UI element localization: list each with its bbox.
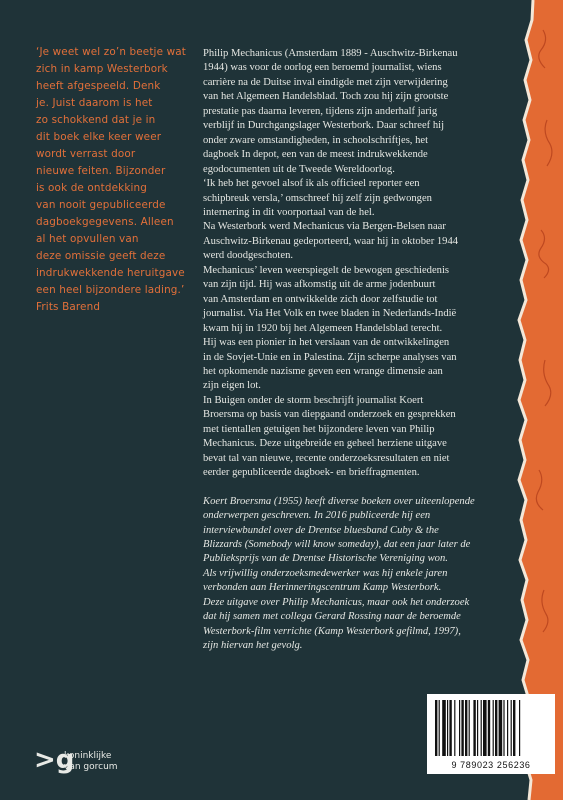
barcode-bar — [495, 700, 497, 756]
blurb-line: het opkomende nazisme geven een wrange dimensie aan — [203, 365, 443, 377]
praise-quote — [36, 44, 194, 316]
quote-line: is ook de ontdekking — [36, 182, 148, 194]
blurb-line: ‘Ik heb het gevoel alsof ik als officieel reporter een — [203, 178, 420, 190]
barcode-bar — [477, 700, 478, 756]
blurb-line: Auschwitz-Birkenau gedeporteerd, waar hij in oktober 1944 — [203, 235, 459, 247]
barcode-bar — [493, 700, 494, 756]
quote-line: een heel bijzondere lading.’ — [36, 284, 185, 296]
publisher-logo — [34, 745, 174, 785]
barcode-bar — [469, 700, 470, 756]
quote-line: al het opvullen van — [36, 233, 139, 245]
quote-line: dit boek elke keer weer — [36, 131, 162, 143]
torn-orange-strip — [503, 0, 563, 800]
barcode-bar — [449, 700, 451, 756]
barcode-bar — [435, 700, 437, 756]
blurb-line: Philip Mechanicus (Amsterdam 1889 - Auschwitz-Birkenau — [203, 48, 458, 59]
blurb-line: egodocumenten uit de Tweede Wereldoorlog. — [203, 163, 395, 175]
blurb-line: kwam hij in 1920 bij het Algemeen Handelsblad terecht. — [203, 322, 443, 334]
blurb-line: van zijn tijd. Hij was afkomstig uit de arme jodenbuurt — [203, 279, 436, 291]
barcode-bar — [459, 700, 460, 756]
publisher-name-line2: van gorcum — [64, 762, 118, 772]
barcode-bar — [473, 700, 475, 756]
bio-line: Publieksprijs van de Drentse Historische Vereniging won. — [203, 553, 448, 565]
blurb-line: onder zware omstandigheden, in schoolschriftjes, het — [203, 134, 429, 146]
isbn-number: 9 789023 256236 — [451, 760, 531, 770]
barcode-bar — [488, 700, 490, 756]
barcode-bar — [481, 700, 482, 756]
quote-line: indrukwekkende heruitgave — [36, 267, 185, 279]
blurb-line: Mechanicus’ leven weerspiegelt de bewogen geschiedenis — [203, 264, 450, 276]
quote-line: ‘Je weet wel zo’n beetje wat — [36, 46, 186, 58]
quote-line: dagboekgegevens. Alleen — [36, 216, 174, 228]
isbn-barcode — [427, 694, 555, 774]
blurb-line: in de Sovjet-Unie en in Palestina. Zijn scherpe analyses van — [203, 351, 457, 363]
barcode-bar — [483, 700, 487, 756]
blurb-line: Mechanicus. Deze uitgebreide en geheel herziene uitgave — [203, 438, 447, 450]
barcode-bar — [499, 700, 503, 756]
blurb-line: carrière na de Duitse inval eindigde met zijn verwijdering — [203, 76, 448, 88]
blurb-line: met tientallen getuigen het bijzondere leven van Philip — [203, 423, 435, 435]
author-bio — [203, 495, 493, 654]
blurb-line: dagboek In depot, een van de meest indrukwekkende — [203, 149, 428, 161]
blurb-line: internering in dit voorportaal van de hel. — [203, 206, 375, 218]
quote-line: zo schokkend dat je in — [36, 114, 156, 126]
bio-line: zijn hiervan het gevolg. — [203, 640, 303, 652]
bio-line: Blizzards (Somebody will know someday), dat een jaar later de — [203, 538, 471, 550]
bio-line: Als vrijwillig onderzoeksmedewerker was hij enkele jaren — [203, 567, 448, 579]
quote-line: je. Juist daarom is het — [36, 97, 153, 109]
barcode-bar — [513, 700, 515, 756]
barcode-bar — [454, 700, 455, 756]
quote-line: wordt verrast door — [36, 148, 136, 160]
blurb-line: Na Westerbork werd Mechanicus via Bergen-Belsen naar — [203, 221, 446, 233]
blurb-line: Hij was een pionier in het verslaan van de ontwikkelingen — [203, 337, 450, 349]
blurb-line: bevat tal van nieuwe, recente onderzoeksresultaten en niet — [203, 452, 450, 464]
barcode-bar — [519, 700, 520, 756]
blurb-line: prestatie pas daarna leveren, tijdens zijn anderhalf jarig — [203, 105, 438, 117]
blurb-text — [203, 47, 493, 654]
barcode-bar — [465, 700, 467, 756]
bio-line: Westerbork-film verrichte (Kamp Westerbork gefilmd, 1997), — [203, 625, 461, 637]
barcode-bar — [439, 700, 440, 756]
bio-line: onderwerpen geschreven. In 2016 publiceerde hij een — [203, 510, 431, 522]
quote-line: van nooit gepubliceerde — [36, 199, 166, 211]
bio-line: Koert Broersma (1955) heeft diverse boeken over uiteenlopende — [203, 495, 475, 507]
blurb-line: werd doodgeschoten. — [203, 250, 294, 262]
bio-line: dat hij samen met collega Gerard Rossing naar de beroemde — [203, 611, 461, 623]
barcode-bar — [503, 700, 504, 756]
publisher-name-line1: koninklijke — [64, 751, 112, 761]
publisher-mark-icon: >g — [34, 745, 75, 775]
barcode-bar — [442, 700, 446, 756]
quote-line: zich in kamp Westerbork — [36, 63, 168, 75]
barcode-bars — [435, 700, 547, 756]
blurb-line: journalist. Via Het Volk en twee bladen in Nederlands-Indië — [203, 308, 457, 320]
quote-line: nieuwe feiten. Bijzonder — [36, 165, 166, 177]
barcode-bar — [507, 700, 508, 756]
bio-line: interviewbundel over de Drentse bluesband Cuby & the — [203, 524, 439, 536]
quote-line: deze omissie geeft deze — [36, 250, 166, 262]
barcode-bar — [511, 700, 512, 756]
barcode-bar — [461, 700, 463, 756]
blurb-line: van het Algemeen Handelsblad. Toch zou hij zijn grootste — [203, 91, 449, 103]
quote-line: heeft afgespeeld. Denk — [36, 80, 161, 92]
blurb-line: verblijf in Durchgangslager Westerbork. Daar schreef hij — [203, 120, 445, 132]
blurb-line: Broersma op basis van diepgaand onderzoek en gesprekken — [203, 409, 456, 421]
barcode-bar — [447, 700, 448, 756]
blurb-line: schipbreuk versla,’ omschreef hij zelf zijn gedwongen — [203, 192, 432, 204]
blurb-line: van Amsterdam en ontwikkelde zich door zelfstudie tot — [203, 293, 438, 305]
blurb-line: In Buigen onder de storm beschrijft journalist Koert — [203, 394, 424, 406]
blurb-line: zijn eigen lot. — [203, 380, 261, 392]
blurb-line: 1944) was voor de oorlog een beroemd journalist, wiens — [203, 62, 442, 74]
blurb-line: eerder gepubliceerde dagboek- en brieffragmenten. — [203, 467, 420, 479]
quote-author: Frits Barend — [36, 301, 101, 313]
bio-line: Deze uitgave over Philip Mechanicus, maar ook het onderzoek — [203, 596, 470, 608]
bio-line: verbonden aan Herinneringscentrum Kamp Westerbork. — [203, 582, 442, 594]
